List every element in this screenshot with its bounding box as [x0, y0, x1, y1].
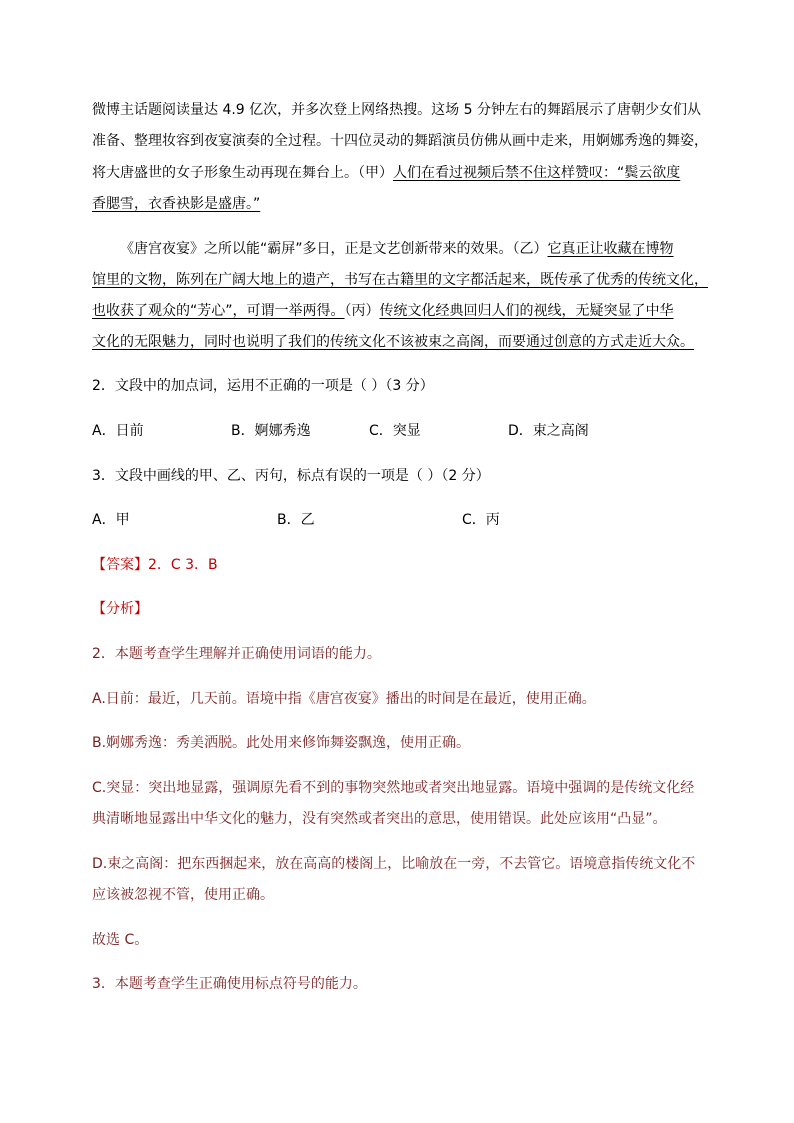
underlined-sentence-bing: 传统文化经典回归人们的视线，无疑突显了中华	[379, 303, 674, 319]
passage-line	[92, 271, 708, 289]
question-2-stem: 2．文段中的加点词，运用不正确的一项是（ ）（3 分）	[92, 378, 434, 394]
option-c: C．丙	[462, 512, 500, 528]
analysis-option-c: 典清晰地显露出中华文化的魅力，没有突然或者突出的意思，使用错误。此处应该用“凸显”。	[92, 811, 667, 827]
option-d: D．束之高阁	[508, 423, 589, 439]
passage-line	[92, 195, 260, 213]
passage-line: 微博主话题阅读量达 4.9 亿次，并多次登上网络热搜。这场 5 分钟左右的舞蹈展示了唐朝少女们从	[92, 102, 701, 118]
analysis-q3-intro: 3．本题考查学生正确使用标点符号的能力。	[92, 976, 367, 992]
answer-label: 【答案】	[92, 557, 148, 573]
underlined-sentence-yi: 它真正让收藏在博物	[547, 241, 674, 257]
option-b: B．乙	[277, 512, 315, 528]
analysis-conclusion: 故选 C。	[92, 932, 149, 948]
analysis-option-d: D.束之高阁：把东西捆起来，放在高高的楼阁上，比喻放在一旁，不去管它。语境意指传统文化不	[92, 856, 696, 872]
underlined-sentence-bing: 文化的无限魅力，同时也说明了我们的传统文化不该被束之高阁，而要通过创意的方式走近大众。	[92, 334, 694, 350]
underlined-sentence-jia: 香腮雪，衣香袂影是盛唐。”	[92, 196, 261, 212]
passage-text: 将大唐盛世的女子形象生动再现在舞台上。（甲）	[92, 165, 393, 181]
analysis-label: 【分析】	[92, 601, 148, 617]
question-3-stem: 3．文段中画线的甲、乙、丙句，标点有误的一项是（ ）（2 分）	[92, 468, 490, 484]
passage-text: （丙）	[344, 303, 380, 319]
analysis-option-c: C.突显：突出地显露，强调原先看不到的事物突然地或者突出地显露。语境中强调的是传统文化经	[92, 780, 695, 796]
passage-line	[92, 164, 680, 182]
underlined-sentence-yi: 馆里的文物，陈列在广阔大地上的遗产，书写在古籍里的文字都活起来，既传承了优秀的传统文化，	[92, 272, 708, 288]
question-3-options	[92, 511, 704, 529]
passage-line	[92, 302, 674, 320]
passage-line	[92, 333, 694, 351]
passage-line: 准备、整理妆容到夜宴演奏的全过程。十四位灵动的舞蹈演员仿佛从画中走来，用婀娜秀逸的舞姿，	[92, 133, 708, 149]
analysis-option-b: B.婀娜秀逸：秀美洒脱。此处用来修饰舞姿飘逸，使用正确。	[92, 735, 471, 751]
answer-value: 2．C 3．B	[148, 557, 218, 573]
analysis-option-d: 应该被忽视不管，使用正确。	[92, 887, 274, 903]
option-a: A．日前	[92, 423, 144, 439]
underlined-sentence-yi: 也收获了观众的“芳心”，可谓一举两得。	[92, 303, 345, 319]
passage-line	[120, 240, 674, 258]
analysis-q2-intro: 2．本题考查学生理解并正确使用词语的能力。	[92, 646, 381, 662]
option-c: C．突显	[369, 423, 421, 439]
passage-text: 《唐宫夜宴》之所以能“霸屏”多日，正是文艺创新带来的效果。（乙）	[120, 241, 548, 257]
underlined-sentence-jia: 人们在看过视频后禁不住这样赞叹：“鬓云欲度	[393, 165, 681, 181]
question-2-options	[92, 422, 704, 440]
answer-line	[92, 556, 218, 574]
analysis-option-a: A.日前：最近，几天前。语境中指《唐宫夜宴》播出的时间是在最近，使用正确。	[92, 691, 596, 707]
option-b: B．婀娜秀逸	[231, 423, 311, 439]
option-a: A．甲	[92, 512, 130, 528]
